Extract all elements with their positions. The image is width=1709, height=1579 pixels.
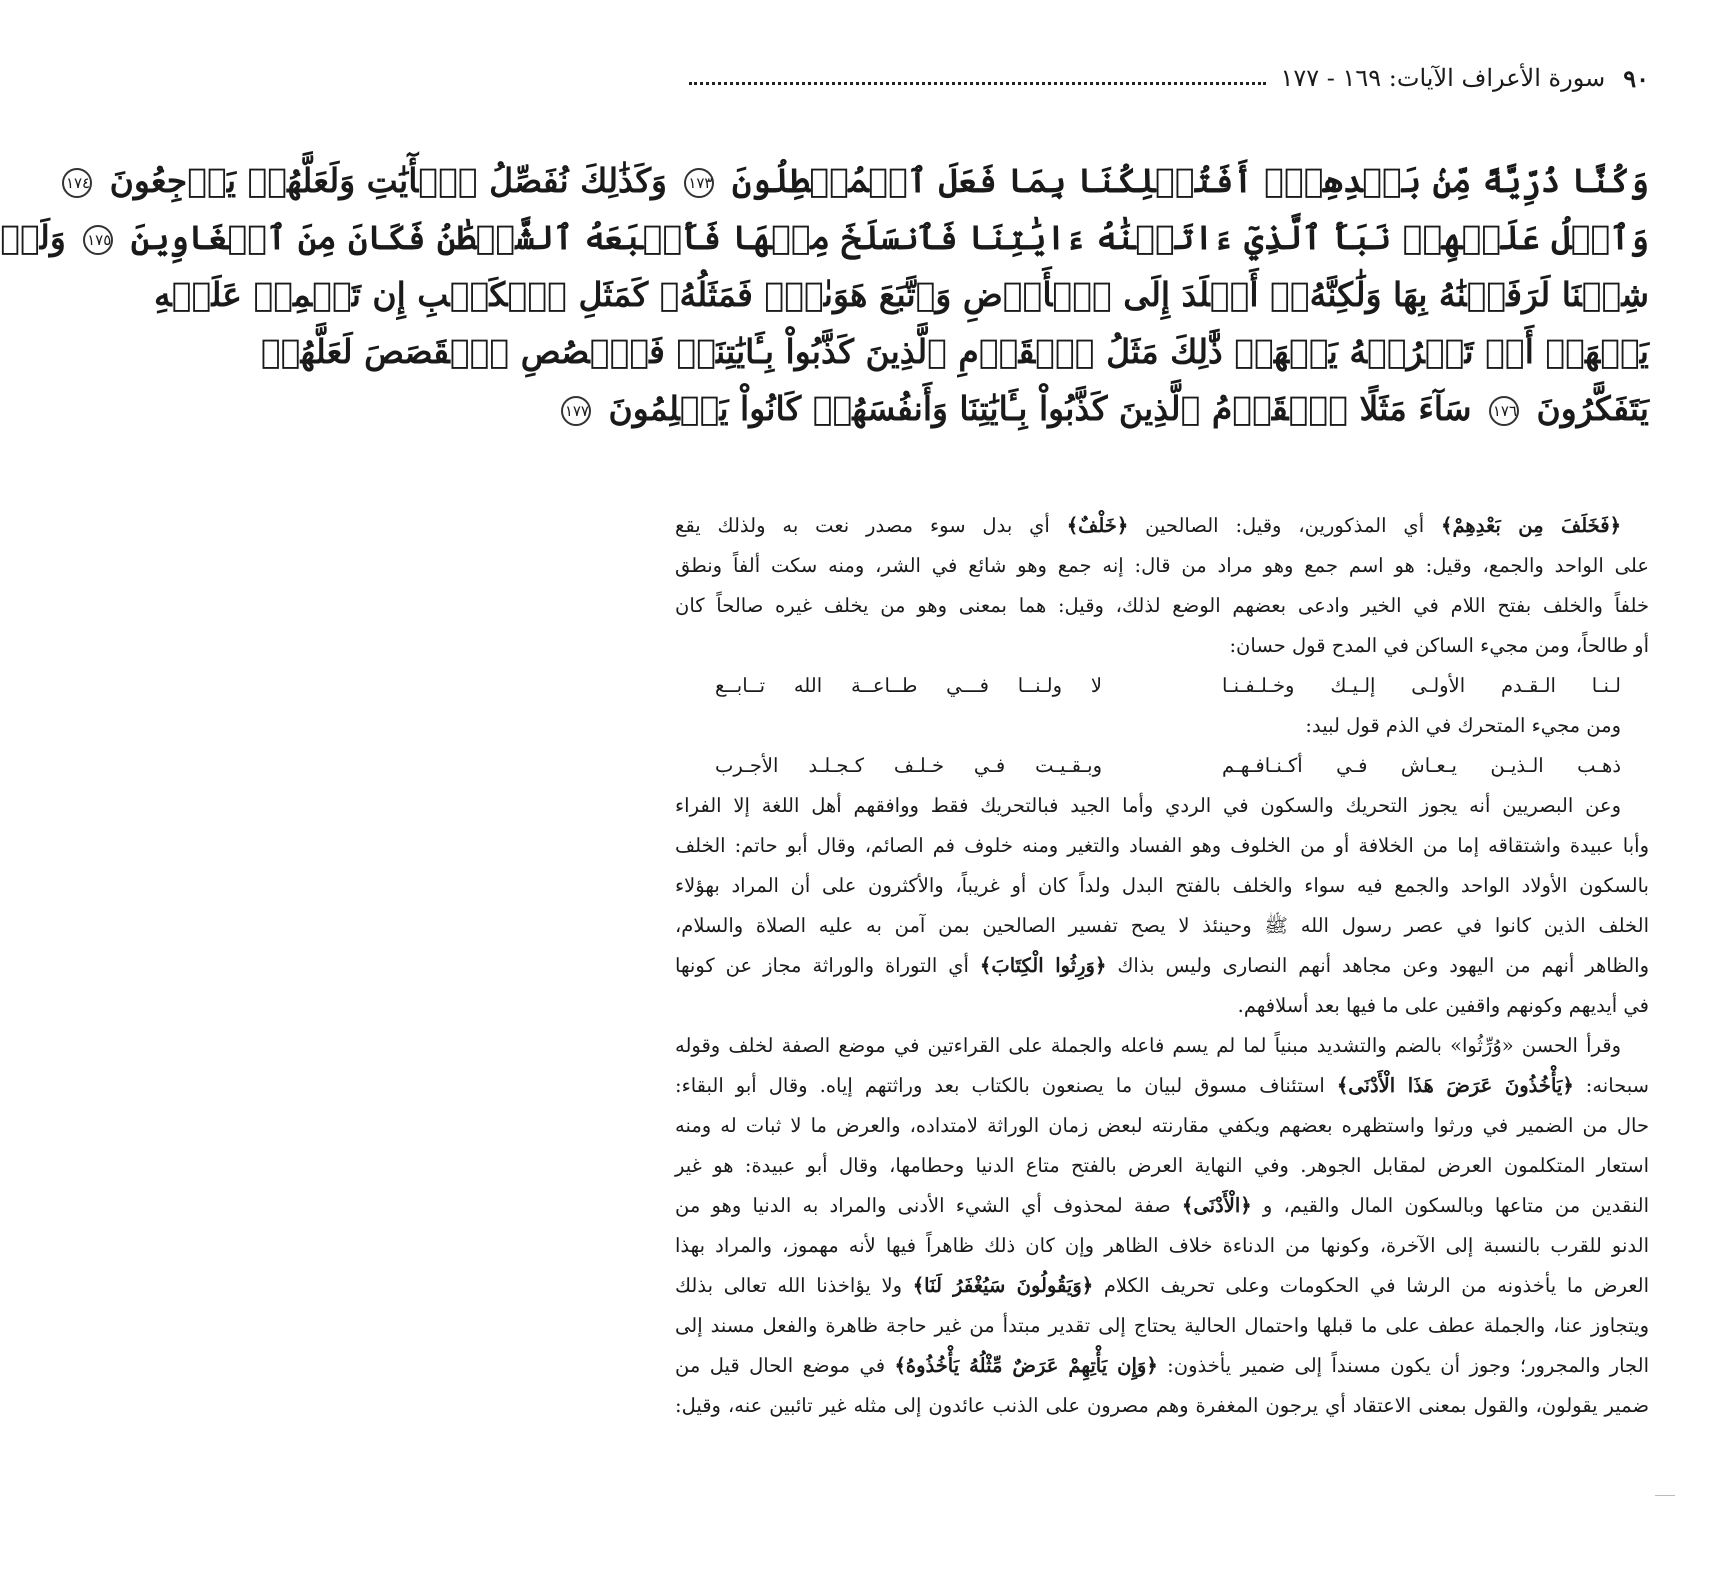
verse-number-marker: ١٧٦ <box>1489 396 1519 426</box>
verse-number-marker: ١٧٣ <box>684 168 714 198</box>
commentary-text: استئناف مسوق لبيان ما يصنعون بالكتاب بعد وراثتهم إياه. وقال أبو البقاء: <box>675 1074 1337 1097</box>
commentary-line: أو طالحاً، ومن مجيء الساكن في المدح قول حسان: <box>1229 634 1649 657</box>
commentary-line: ومن مجيء المتحرك في الذم قول لبيد: <box>1305 714 1621 737</box>
verse-line <box>65 152 1649 209</box>
commentary-line: استعار المتكلمون العرض لمقابل الجوهر. وفي النهاية العرض بالفتح متاع الدنيا وحطامها، وقال أبو عبيدة: هو غير <box>675 1154 1649 1177</box>
verse-line <box>154 266 1649 323</box>
commentary-line <box>675 506 1649 546</box>
quoted-verse: ﴿يَأْخُذُونَ عَرَضَ هَذَا الْأَدْنَى﴾ <box>1336 1074 1574 1097</box>
quoted-verse: ﴿وَرِثُوا الْكِتَابَ﴾ <box>979 954 1107 977</box>
quoted-verse: ﴿فَخَلَفَ مِن بَعْدِهِمْ﴾ <box>1441 514 1621 537</box>
commentary-line <box>675 1066 1649 1106</box>
verse-line <box>260 323 1649 380</box>
verse-text: شِئۡنَا لَرَفَعۡنَٰهُ بِهَا وَلَٰكِنَّهُۥٓ أَخۡلَدَ إِلَى ٱلۡأَرۡضِ وَٱتَّبَعَ هَوَىٰهُۚ فَمَثَلُهُۥ كَمَثَلِ ٱلۡكَلۡبِ إِن تَحۡمِلۡ عَلَيۡهِ <box>154 275 1649 314</box>
commentary-text: صفة لمحذوف أي الشيء الأدنى والمراد به الدنيا وهو من <box>675 1194 1182 1217</box>
verse-text: وَٱتۡلُ عَلَيۡهِمۡ نَبَأَ ٱلَّذِيٓ ءَاتَيۡنَٰهُ ءَايَٰتِنَا فَٱنسَلَخَ مِنۡهَا فَأَتۡبَعَهُ ٱلشَّيۡطَٰنُ فَكَانَ مِنَ ٱلۡغَاوِينَ <box>130 218 1649 257</box>
commentary-text: والظاهر أنهم من اليهود وعن مجاهد أنهم النصارى وليس بذاك <box>1106 954 1649 977</box>
commentary-line: الخلف الذين كانوا في عصر رسول الله ﷺ وحينئذ لا يصح تفسير الصالحين بمن آمن به عليه الصلاة والسلام، <box>675 914 1649 937</box>
verse-text: يَتَفَكَّرُونَ <box>1536 389 1649 428</box>
running-header <box>675 58 1649 98</box>
quoted-verse: ﴿خَلْفٌ﴾ <box>1066 514 1129 537</box>
poem-hemistich-first: لـنـا الـقـدم الأولـى إلـيـك وخـلـفـنـا <box>1222 674 1621 697</box>
commentary-line: الدنو للقرب بالنسبة إلى الآخرة، وكونها من الدناءة خلاف الظاهر وإن كان ذلك ظاهراً فيها لأنه مهموز، والمراد بهذا <box>675 1234 1649 1257</box>
commentary-line <box>675 946 1649 986</box>
verse-line <box>564 380 1649 437</box>
commentary-line <box>675 1186 1649 1226</box>
commentary-line: وأبا عبيدة واشتقاقه إما من الخلافة أو من الخلوف وهو الفساد والتغير ومنه خلوف فم الصائم، وقال أبو حاتم: الخلف <box>675 834 1649 857</box>
commentary-line <box>675 1266 1649 1306</box>
commentary-line: بالسكون الأولاد الواحد والجمع فيه سواء والخلف بالفتح البدل ولداً كان أو غريباً، والأكثرون على أن المراد بهؤلاء <box>675 874 1649 897</box>
commentary-line: وقرأ الحسن «وُرِّثُوا» بالضم والتشديد مبنياً لما لم يسم فاعله والجملة على القراءتين في موضع الصفة لخلف وقوله <box>675 1034 1621 1057</box>
verse-text: وَلَوۡ <box>0 218 66 257</box>
commentary-line: وعن البصريين أنه يجوز التحريك والسكون في الردي وأما الجيد فبالتحريك فقط ووافقهم أهل اللغة إلا الفراء <box>675 794 1621 817</box>
commentary-text: أي المذكورين، وقيل: الصالحين <box>1128 514 1442 537</box>
verse-text: وَكَذَٰلِكَ نُفَصِّلُ ٱلۡأٓيَٰتِ وَلَعَلَّهُمۡ يَرۡجِعُونَ <box>109 161 667 200</box>
commentary-text: أي بدل سوء مصدر نعت به ولذلك يقع <box>675 514 1067 537</box>
commentary-line: في أيديهم وكونهم واقفين على ما فيها بعد أسلافهم. <box>1237 994 1649 1017</box>
commentary-line: ضمير يقولون، والقول بمعنى الاعتقاد أي يرجون المغفرة وهم مصرون على الذنب عائدون إلى مثله غير تائبين عنه، وقيل: <box>675 1394 1649 1417</box>
commentary-line: ويتجاوز عنا، والجملة عطف على ما قبلها واحتمال الحالية يحتاج إلى تقدير مبتدأ من غير حاجة ظاهرة والفعل مسند إلى <box>675 1314 1649 1337</box>
verse-number-marker: ١٧٥ <box>83 225 113 255</box>
verse-text: وَكُنَّا ذُرِّيَّةً مِّنۢ بَعۡدِهِمۡۖ أَفَتُهۡلِكُنَا بِمَا فَعَلَ ٱلۡمُبۡطِلُونَ <box>731 161 1649 200</box>
commentary-text: في موضع الحال قيل من <box>675 1354 895 1377</box>
poem-hemistich-second: لا ولـنــا فـــي طــاعــة الله تــابــع <box>715 674 1102 697</box>
verse-text: سَآءَ مَثَلًا ٱلۡقَوۡمُ ٱلَّذِينَ كَذَّبُواْ بِـَٔايَٰتِنَا وَأَنفُسَهُمۡ كَانُواْ يَظۡلِمُونَ <box>608 389 1472 428</box>
poem-hemistich-second: وبـقـيـت فـي خـلـف كـجـلـد الأجـرب <box>715 754 1102 777</box>
quran-verses-block <box>0 152 1649 437</box>
poem-verse <box>675 746 1649 786</box>
surah-title: سورة الأعراف الآيات: ١٦٩ - ١٧٧ <box>1280 64 1606 92</box>
verse-line <box>0 209 1649 266</box>
poem-hemistich-first: ذهـب الـذيـن يـعـاش فـي أكـنـافـهـم <box>1222 754 1621 777</box>
commentary-line: خلفاً والخلف بفتح اللام في الخير وادعى بعضهم الوضع لذلك، وقيل: هما بمعنى وهو من يخلف غيره صالحاً كان <box>675 594 1649 617</box>
quoted-verse: ﴿وَإِن يَأْتِهِمْ عَرَضٌ مِّثْلُهُ يَأْخُذُوهُ﴾ <box>894 1354 1158 1377</box>
verse-number-marker: ١٧٤ <box>62 168 92 198</box>
tafsir-commentary <box>675 506 1649 1426</box>
verse-number-marker: ١٧٧ <box>561 396 591 426</box>
quoted-verse: ﴿وَيَقُولُونَ سَيُغْفَرُ لَنَا﴾ <box>912 1274 1094 1297</box>
commentary-line <box>675 1346 1649 1386</box>
commentary-text: سبحانه: <box>1573 1074 1649 1097</box>
commentary-text: أي التوراة والوراثة مجاز عن كونها <box>675 954 980 977</box>
commentary-text: الجار والمجرور؛ وجوز أن يكون مسنداً إلى ضمير يأخذون: <box>1157 1354 1649 1377</box>
poem-verse <box>675 666 1649 706</box>
commentary-text: النقدين من متاعها وبالسكون المال والقيم، و <box>1251 1194 1649 1217</box>
commentary-line: على الواحد والجمع، وقيل: هو اسم جمع وهو مراد من قال: إنه جمع وهو شائع في الشر، ومنه سكت ألفاً ونطق <box>675 554 1649 577</box>
commentary-line: حال من الضمير في ورثوا واستظهره بعضهم ويكفي مقارنته لبعض زمان الوراثة لامتداده، والعرض ما لا ثبات له ومنه <box>675 1114 1649 1137</box>
verse-text: يَلۡهَثۡ أَوۡ تَتۡرُكۡهُ يَلۡهَثۚ ذَّٰلِكَ مَثَلُ ٱلۡقَوۡمِ ٱلَّذِينَ كَذَّبُواْ بِـَٔايَٰتِنَاۚ فَٱقۡصُصِ ٱلۡقَصَصَ لَعَلَّهُمۡ <box>260 332 1649 371</box>
quoted-verse: ﴿الْأَدْنَى﴾ <box>1181 1194 1252 1217</box>
scan-margin-mark <box>1655 1495 1675 1496</box>
header-dotted-leader <box>689 82 1266 85</box>
page-number: ٩٠ <box>1623 63 1649 93</box>
commentary-text: ولا يؤاخذنا الله تعالى بذلك <box>675 1274 913 1297</box>
commentary-text: العرض ما يأخذونه من الرشا في الحكومات وعلى تحريف الكلام <box>1093 1274 1649 1297</box>
